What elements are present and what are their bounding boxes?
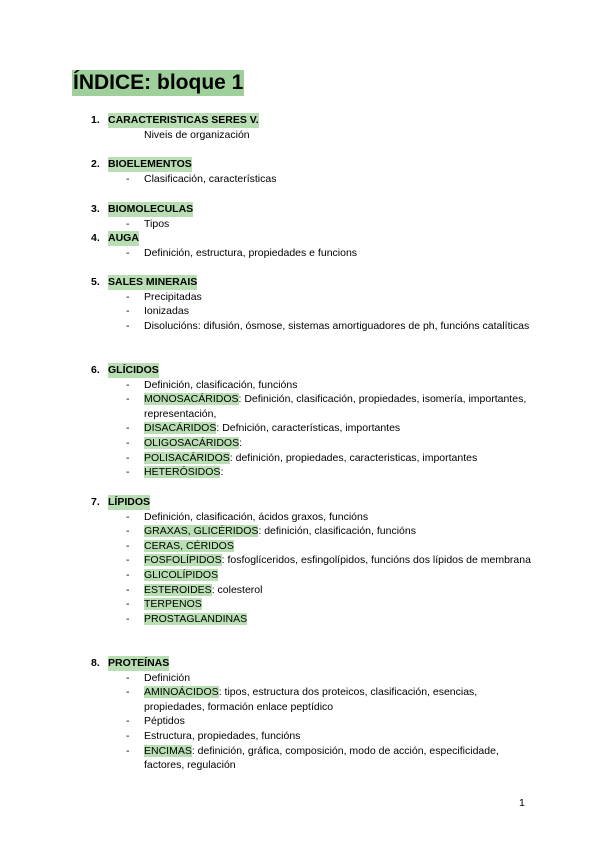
section-title: LÍPIDOS xyxy=(108,496,151,508)
bullet-dash: - xyxy=(126,172,130,185)
section-number: 5. xyxy=(91,276,100,288)
highlighted-term: ENCIMAS xyxy=(144,744,192,757)
item-text: Péptidos xyxy=(144,715,185,728)
item-text: : xyxy=(239,436,243,449)
item-text: Definición xyxy=(144,671,191,684)
section-title: PROTEÍNAS xyxy=(108,657,170,669)
list-item xyxy=(91,524,531,539)
item-text: Definición, clasificación, funcións xyxy=(144,378,298,391)
index-section xyxy=(91,275,531,333)
index-section xyxy=(91,202,531,231)
item-text: : colesterol xyxy=(211,583,263,596)
bullet-dash: - xyxy=(126,290,130,303)
section-number: 4. xyxy=(91,232,100,244)
section-title: AUGA xyxy=(108,232,139,244)
list-item xyxy=(91,172,531,187)
list-item xyxy=(91,128,531,143)
list-item xyxy=(91,246,531,261)
section-heading xyxy=(91,231,531,246)
index-section xyxy=(91,363,531,480)
section-title: BIOELEMENTOS xyxy=(108,158,192,170)
highlighted-term: CERAS, CÉRIDOS xyxy=(144,539,234,552)
list-item xyxy=(91,685,531,714)
bullet-dash: - xyxy=(126,305,130,318)
list-item xyxy=(91,568,531,583)
item-text: Definición, clasificación, ácidos graxos, funcións xyxy=(144,510,369,523)
bullet-dash: - xyxy=(126,715,130,728)
item-text: Definición, estructura, propiedades e funcions xyxy=(144,246,358,259)
highlighted-term: MONOSACÁRIDOS xyxy=(144,393,239,406)
bullet-dash: - xyxy=(126,510,130,523)
bullet-dash: - xyxy=(126,466,130,479)
list-item xyxy=(91,539,531,554)
list-item xyxy=(91,290,531,305)
index-section xyxy=(91,113,531,142)
index-section xyxy=(91,157,531,186)
item-text: Ionizadas xyxy=(144,305,189,318)
bullet-dash: - xyxy=(126,393,130,406)
highlighted-term: HETERÓSIDOS xyxy=(144,466,221,479)
bullet-dash: - xyxy=(126,583,130,596)
highlighted-term: ESTEROIDES xyxy=(144,583,212,596)
bullet-dash: - xyxy=(126,436,130,449)
list-item xyxy=(91,451,531,466)
highlighted-term: DISACÁRIDOS xyxy=(144,422,217,435)
highlighted-term: GLICOLÍPIDOS xyxy=(144,568,219,581)
bullet-dash: - xyxy=(126,378,130,391)
section-number: 3. xyxy=(91,203,100,215)
bullet-dash: - xyxy=(126,671,130,684)
page-title: ÍNDICE: bloque 1 xyxy=(73,71,244,94)
list-item xyxy=(91,436,531,451)
list-item xyxy=(91,729,531,744)
list-item xyxy=(91,304,531,319)
section-heading xyxy=(91,113,531,128)
bullet-dash: - xyxy=(126,612,130,625)
bullet-dash: - xyxy=(126,422,130,435)
list-item xyxy=(91,378,531,393)
bullet-dash: - xyxy=(126,686,130,699)
item-text: Niveis de organización xyxy=(144,128,250,141)
highlighted-term: FOSFOLÍPIDOS xyxy=(144,554,222,567)
section-title: GLÍCIDOS xyxy=(108,364,159,376)
item-text: : tipos, estructura dos proteicos, clasificación, esencias, propiedades, formación enlace peptídico xyxy=(144,686,478,713)
list-item xyxy=(91,553,531,568)
item-text: Tipos xyxy=(144,217,170,230)
bullet-dash: - xyxy=(126,744,130,757)
bullet-dash: - xyxy=(126,246,130,259)
item-text: Precipitadas xyxy=(144,290,202,303)
highlighted-term: OLIGOSACÁRIDOS xyxy=(144,436,240,449)
bullet-dash: - xyxy=(126,525,130,538)
section-heading xyxy=(91,495,531,510)
bullet-dash: - xyxy=(126,729,130,742)
bullet-dash: - xyxy=(126,217,130,230)
page-number: 1 xyxy=(519,797,525,809)
index-section xyxy=(91,495,531,626)
list-item xyxy=(91,597,531,612)
item-text: Estructura, propiedades, funcións xyxy=(144,729,301,742)
list-item xyxy=(91,217,531,232)
item-text: : xyxy=(220,466,224,479)
highlighted-term: PROSTAGLANDINAS xyxy=(144,612,248,625)
highlighted-term: AMINOÁCIDOS xyxy=(144,686,219,699)
highlighted-term: TERPENOS xyxy=(144,598,202,611)
section-title: SALES MINERAIS xyxy=(108,276,198,288)
list-item xyxy=(91,510,531,525)
list-item xyxy=(91,392,531,421)
section-number: 7. xyxy=(91,496,100,508)
item-text: : definición, clasificación, funcións xyxy=(258,525,416,538)
item-text: : Definición, clasificación, propiedades, isomería, importantes, representación, xyxy=(144,393,527,420)
item-text: : definición, gráfica, composición, modo de acción, especificidade, factores, regulación xyxy=(144,744,499,772)
section-heading xyxy=(91,656,531,671)
list-item xyxy=(91,465,531,480)
item-text: Disolucións: difusión, ósmose, sistemas amortiguadores de ph, funcións catalíticas xyxy=(144,319,530,332)
section-number: 8. xyxy=(91,657,100,669)
list-item xyxy=(91,744,531,773)
item-text: : fosfoglíceridos, esfingolípidos, funcións dos lípidos de membrana xyxy=(221,554,531,567)
bullet-dash: - xyxy=(126,451,130,464)
bullet-dash: - xyxy=(126,554,130,567)
highlighted-term: GRAXAS, GLICÉRIDOS xyxy=(144,525,259,538)
list-item xyxy=(91,612,531,627)
section-number: 1. xyxy=(91,114,100,126)
index-section xyxy=(91,656,531,773)
item-text: : definición, propiedades, caracteristicas, importantes xyxy=(229,451,478,464)
list-item xyxy=(91,714,531,729)
bullet-dash: - xyxy=(126,319,130,332)
bullet-dash: - xyxy=(126,598,130,611)
highlighted-term: POLISACÁRIDOS xyxy=(144,451,230,464)
section-heading xyxy=(91,363,531,378)
section-heading xyxy=(91,157,531,172)
section-title: CARACTERISTICAS SERES V. xyxy=(108,114,259,126)
item-text: Clasificación, características xyxy=(144,172,277,185)
section-heading xyxy=(91,275,531,290)
section-number: 2. xyxy=(91,158,100,170)
list-item xyxy=(91,671,531,686)
section-number: 6. xyxy=(91,364,100,376)
list-item xyxy=(91,319,531,334)
index-section xyxy=(91,231,531,260)
section-heading xyxy=(91,202,531,217)
bullet-dash: - xyxy=(126,539,130,552)
list-item xyxy=(91,421,531,436)
section-title: BIOMOLECULAS xyxy=(108,203,194,215)
list-item xyxy=(91,583,531,598)
bullet-dash: - xyxy=(126,568,130,581)
item-text: : Defnición, características, importantes xyxy=(216,422,401,435)
